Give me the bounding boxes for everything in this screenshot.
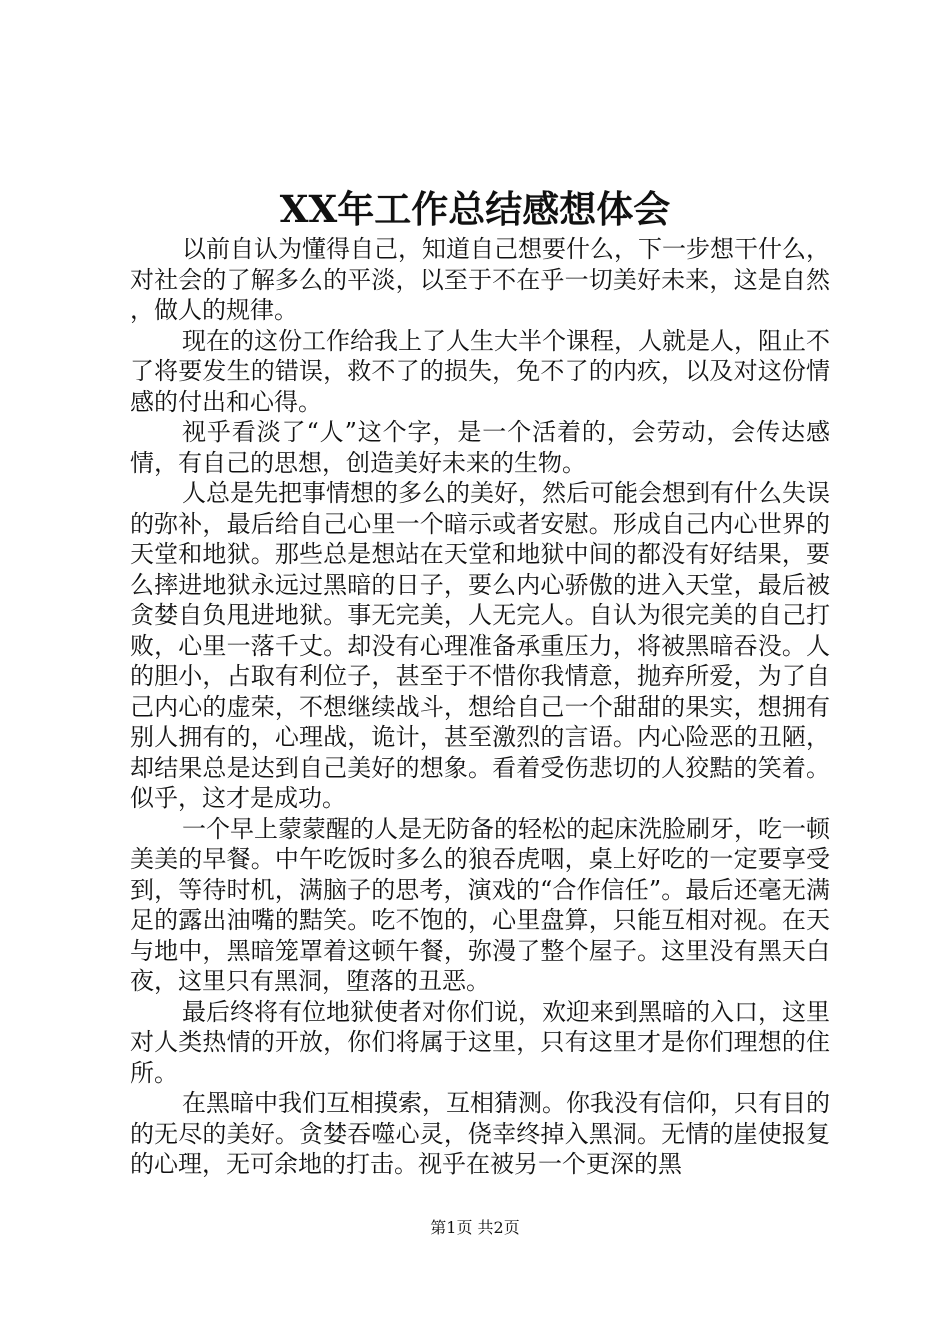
paragraph-5: 一个早上蒙蒙醒的人是无防备的轻松的起床洗脸刷牙，吃一顿美美的早餐。中午吃饭时多么的狼吞虎咽，桌上好吃的一定要享受到，等待时机，满脑子的思考，演戏的“合作信任”。最后还毫无满足的露出油嘴的黠笑。吃不饱的，心里盘算，只能互相对视。在天与地中，黑暗笼罩着这顿午餐，弥漫了整个屋子。这里没有黑天白夜，这里只有黑洞，堕落的丑恶。: [130, 814, 830, 995]
paragraph-2: 现在的这份工作给我上了人生大半个课程，人就是人，阻止不了将要发生的错误，救不了的损失，免不了的内疚，以及对这份情感的付出和心得。: [130, 326, 830, 416]
paragraph-1: 以前自认为懂得自己，知道自己想要什么，下一步想干什么，对社会的了解多么的平淡，以至于不在乎一切美好未来，这是自然，做人的规律。: [130, 235, 830, 324]
paragraph-3: 视乎看淡了“人”这个字，是一个活着的，会劳动，会传达感情，有自己的思想，创造美好未来的生物。: [130, 418, 830, 477]
page-footer: 第1页 共2页: [430, 1218, 520, 1237]
document-body: [130, 234, 830, 1180]
document-title: XX年工作总结感想体会: [279, 187, 671, 231]
paragraph-4: 人总是先把事情想的多么的美好，然后可能会想到有什么失误的弥补，最后给自己心里一个暗示或者安慰。形成自己内心世界的天堂和地狱。那些总是想站在天堂和地狱中间的都没有好结果，要么摔进地狱永远过黑暗的日子，要么内心骄傲的进入天堂，最后被贪婪自负甩进地狱。事无完美，人无完人。自认为很完美的自己打败，心里一落千丈。却没有心理准备承重压力，将被黑暗吞没。人的胆小，占取有利位子，甚至于不惜你我情意，抛弃所爱，为了自己内心的虚荣，不想继续战斗，想给自己一个甜甜的果实，想拥有别人拥有的，心理战，诡计，甚至激烈的言语。内心险恶的丑陋，却结果总是达到自己美好的想象。看着受伤悲切的人狡黠的笑着。似乎，这才是成功。: [130, 479, 830, 812]
paragraph-7: 在黑暗中我们互相摸索，互相猜测。你我没有信仰，只有目的的无尽的美好。贪婪吞噬心灵，侥幸终掉入黑洞。无情的崖使报复的心理，无可余地的打击。视乎在被另一个更深的黑: [130, 1089, 830, 1178]
paragraph-6: 最后终将有位地狱使者对你们说，欢迎来到黑暗的入口，这里对人类热情的开放，你们将属于这里，只有这里才是你们理想的住所。: [130, 997, 830, 1087]
